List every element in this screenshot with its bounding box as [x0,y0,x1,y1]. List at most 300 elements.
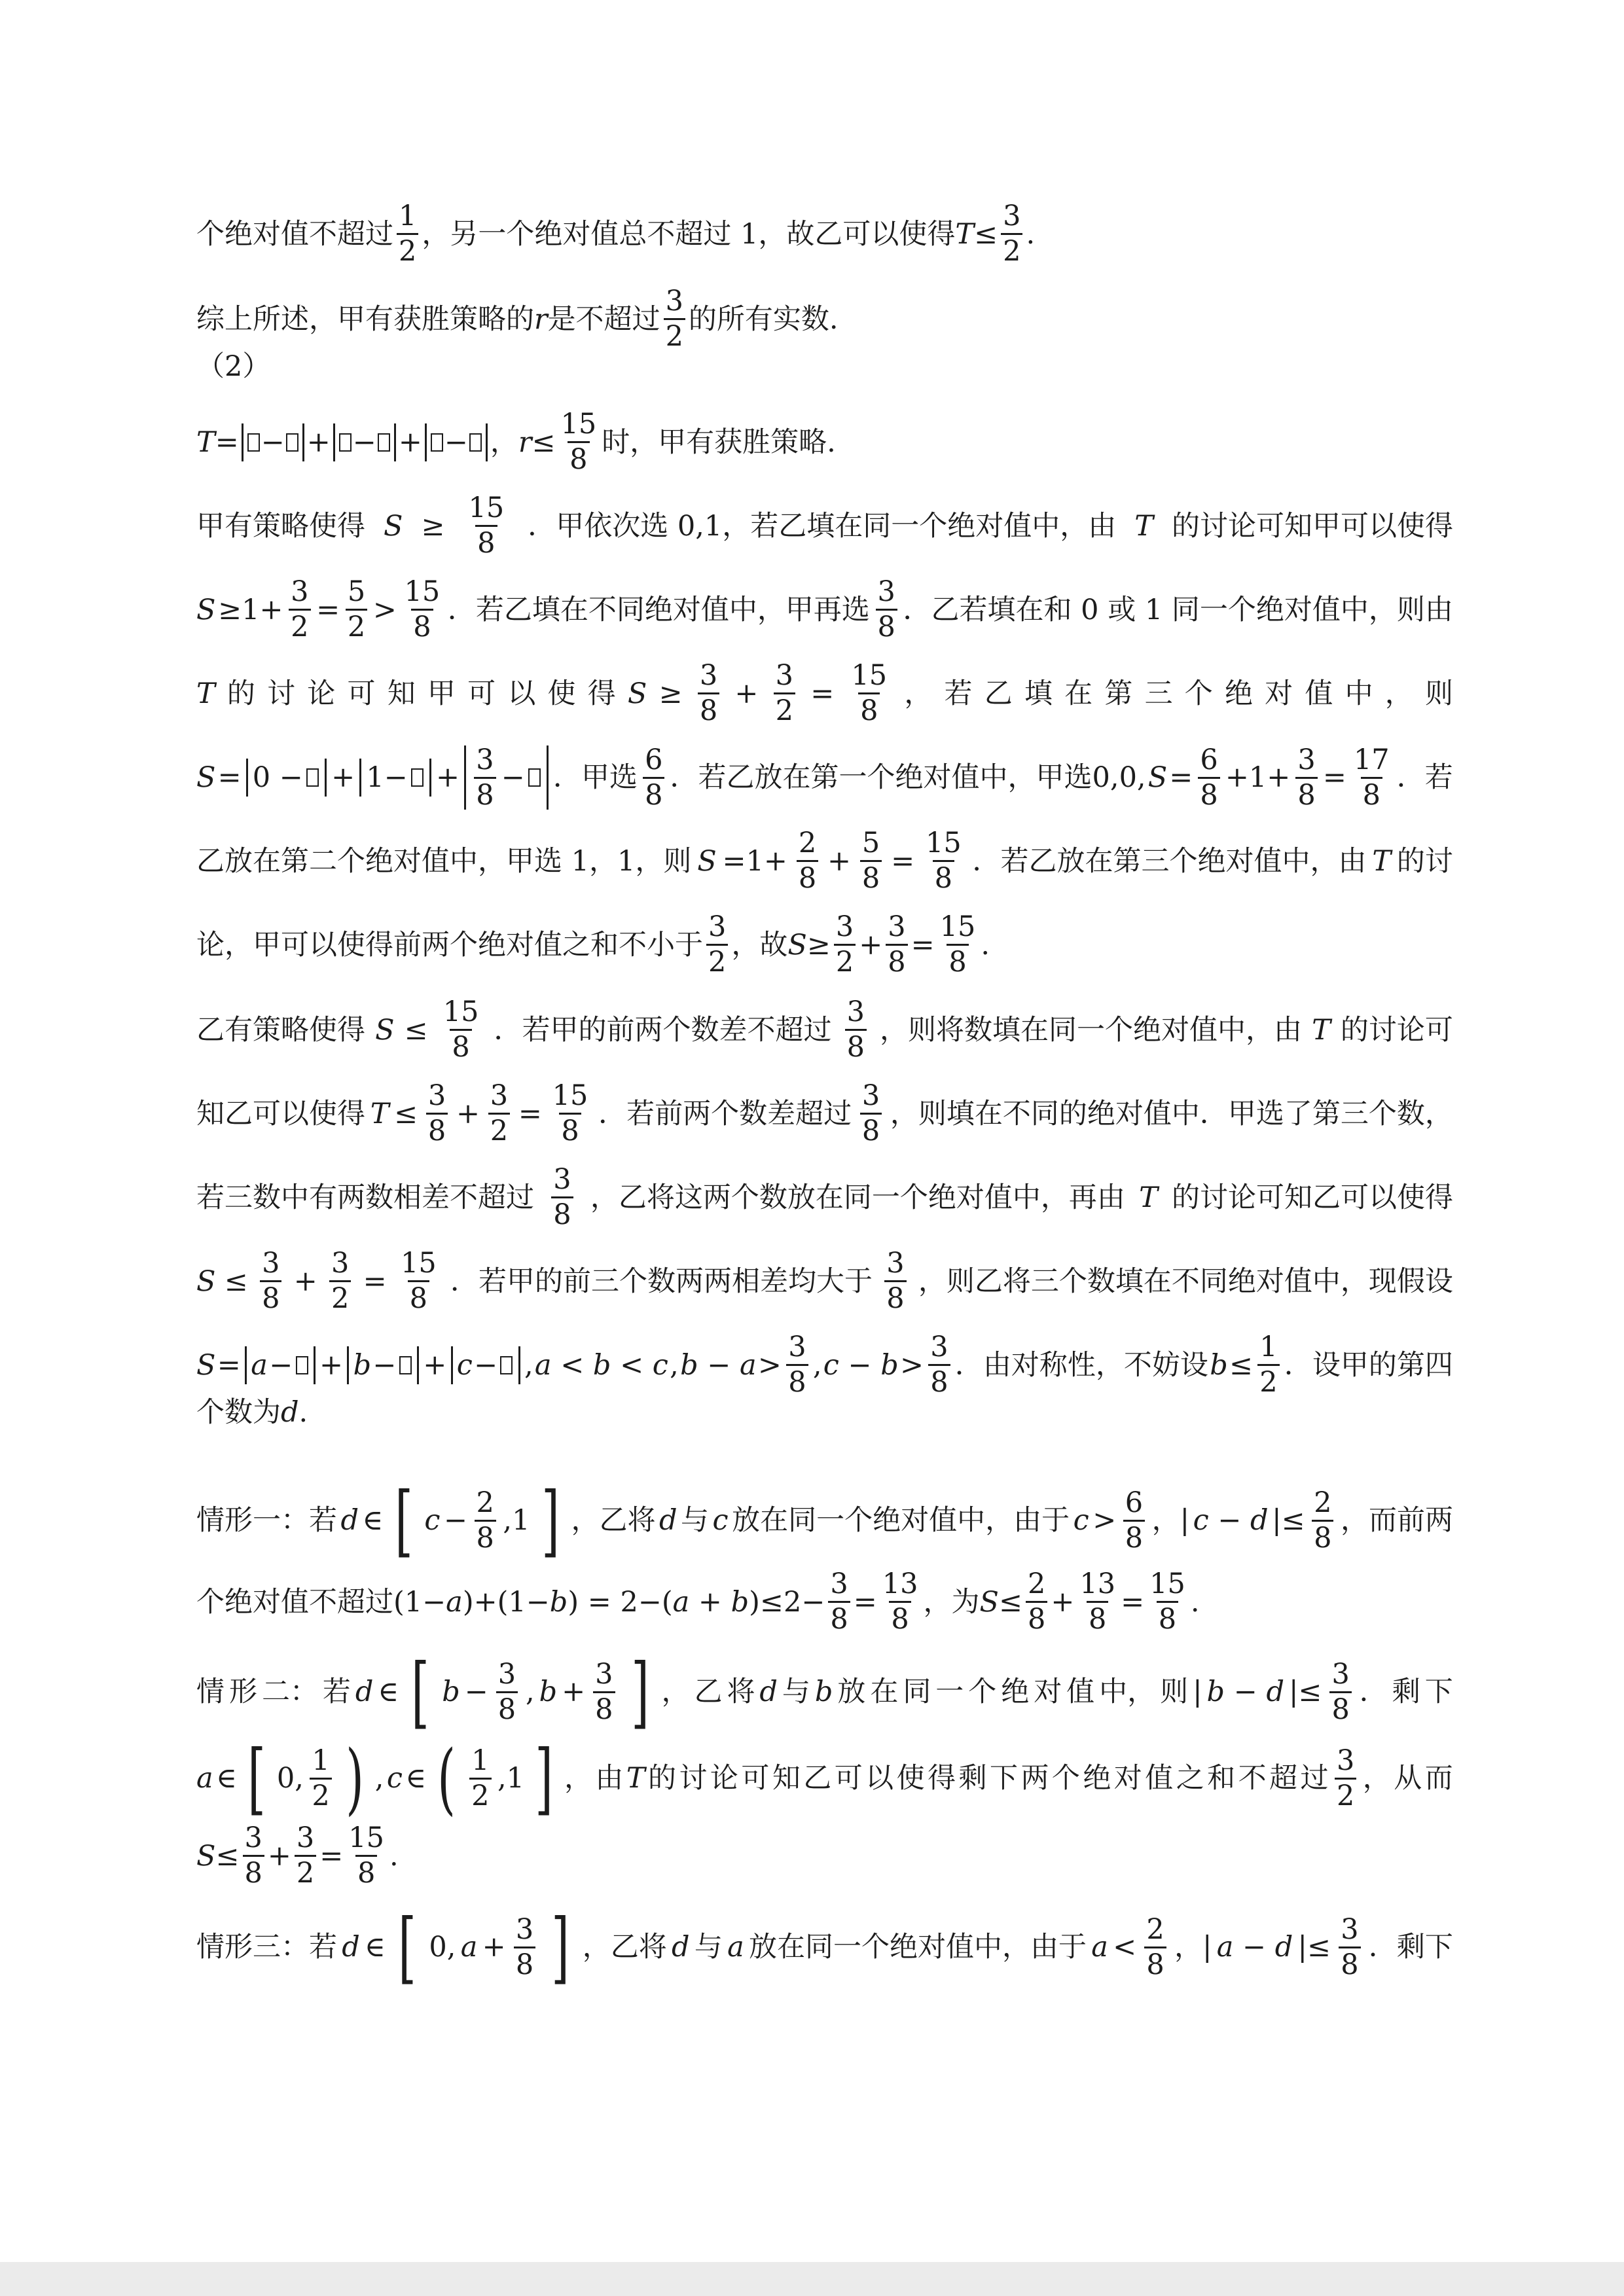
fraction-numerator: 15 [442,996,479,1028]
text-run: c [424,1504,441,1537]
text-run: c [1073,1504,1089,1537]
fraction [558,410,598,474]
fraction [514,1912,535,1981]
text-run: （2） [196,350,271,383]
fraction-numerator: 3 [846,996,865,1028]
fraction-numerator: 3 [244,1821,262,1854]
text-run: b [539,1676,558,1708]
text-run: = [853,1585,877,1619]
fraction-denominator: 8 [860,860,882,893]
text-run: ≥ [659,677,683,710]
text-line [196,910,1453,978]
text-run: c − d [1193,1504,1269,1537]
fraction [310,1744,331,1812]
blank-box [528,768,541,787]
fraction-numerator: 6 [1125,1486,1144,1519]
fraction-denominator: 8 [568,441,589,474]
absolute-value-bar [325,759,327,797]
text-run: 下 [1424,1676,1453,1708]
text-run: ，而前两 [1340,1504,1453,1537]
absolute-value-bar [547,745,549,810]
text-run: ≤ [532,425,556,459]
text-run: + [827,844,852,878]
text-run: ．由对称性，不妨设 [954,1348,1208,1382]
text-run: 的 [226,677,255,710]
text-run: 若 [322,1676,351,1708]
fraction [289,575,310,643]
text-run: ≤ [224,1265,248,1298]
fraction-denominator: 8 [551,1196,573,1229]
fraction-numerator: 3 [1003,200,1021,232]
text-run: ．若乙放在第三个绝对值中，由 [972,844,1367,878]
text-run: ．设甲的第四 [1284,1348,1453,1382]
fraction [441,998,481,1062]
interval-bracket: ] [551,1902,570,1992]
text-run: 的讨 [1396,844,1453,878]
text-run: 则 [1424,677,1453,710]
fraction [469,1744,491,1812]
fraction-numerator: 15 [1149,1568,1185,1600]
fraction [1329,1657,1351,1726]
text-run: 之 [1176,1762,1204,1795]
fraction-numerator: 1 [471,1744,490,1777]
text-run: = [215,425,239,459]
fraction [260,1249,281,1313]
fraction-denominator: 2 [1257,1364,1279,1397]
text-run: 知乙可以使得 [196,1097,365,1130]
fraction-numerator: 3 [861,1079,880,1112]
text-run: 值 [1305,677,1333,710]
text-run: ≤ [998,1585,1022,1619]
fraction-numerator: 3 [497,1657,516,1691]
text-run: > [1092,1504,1117,1537]
text-line [196,1902,1453,1992]
blank-box [378,433,390,452]
fraction-denominator: 8 [355,1855,377,1888]
fraction [474,743,496,812]
fraction-denominator: 2 [1335,1778,1356,1810]
text-run: b [442,1676,460,1708]
fraction [346,1821,386,1890]
text-run: 可 [347,677,376,710]
absolute-value-bar [417,1346,419,1384]
text-run: ， [564,1762,592,1795]
text-run: 下 [989,1762,1018,1795]
fraction [924,829,964,893]
interval-bracket: ] [535,1733,554,1823]
text-run: − [444,425,468,459]
text-run: d [281,1396,299,1429]
absolute-value-bar [333,423,335,461]
text-run: 论 [710,1762,738,1795]
text-run: ) = 2−( [568,1585,673,1619]
text-run: + [331,761,355,794]
text-run: 对 [1265,677,1293,710]
fraction [845,998,867,1062]
text-run: b − d [1206,1676,1284,1708]
fraction [860,829,882,893]
fraction-denominator: 8 [1339,1946,1360,1979]
blank-box [306,768,319,787]
text-run: 1− [366,761,408,794]
text-run: 中， [1099,1676,1156,1708]
text-run: . [1026,217,1036,251]
text-line [196,745,1453,810]
fraction [786,1333,808,1397]
fraction-denominator: 8 [1087,1601,1108,1634]
fraction [1123,1486,1145,1554]
fraction-denominator: 2 [774,692,795,725]
fraction [706,910,728,978]
fraction [1312,1486,1333,1554]
text-run: S [979,1585,999,1619]
text-run: S [196,1348,216,1382]
text-run: a [460,1931,478,1964]
text-run: ．乙若填在和 0 或 1 同一个绝对值中，则由 [903,593,1453,626]
fraction-denominator: 8 [450,1029,471,1062]
blank-box [296,1356,308,1374]
fraction-denominator: 2 [488,1113,510,1145]
text-line [196,287,1453,351]
fraction [1335,1744,1356,1812]
text-line [196,1821,1453,1890]
text-run: c [386,1762,403,1795]
fraction [243,1821,264,1890]
text-run: b [353,1348,372,1382]
fraction-denominator: 8 [1361,777,1382,810]
fraction [496,1657,518,1726]
text-run: 与 [694,1931,723,1964]
fraction-numerator: 3 [515,1912,534,1946]
fraction-denominator: 8 [593,1691,615,1724]
fraction-denominator: 8 [426,1113,448,1145]
fraction [849,659,889,727]
fraction-denominator: 8 [1123,1520,1145,1552]
fraction-denominator: 8 [858,692,880,725]
fraction [1001,202,1022,266]
text-run: a [251,1348,268,1382]
text-run: 中 [1344,677,1373,710]
fraction-denominator: 2 [834,944,856,977]
blank-box [469,433,482,452]
text-run: r [518,425,532,459]
text-run: 个 [968,1676,997,1708]
text-run: r [534,302,548,336]
fraction-denominator: 8 [1026,1601,1047,1634]
text-run: = [217,761,242,794]
text-run: S [1147,761,1168,794]
fraction-denominator: 8 [698,692,719,725]
fraction-numerator: 6 [645,743,663,776]
text-run: |≤ [1288,1676,1322,1708]
text-run: , [524,1348,533,1382]
text-run: ∈ [405,1762,427,1795]
fraction-denominator: 8 [475,1520,496,1552]
fraction-numerator: 15 [925,827,962,859]
text-run: ，则将数填在同一个绝对值中，由 [880,1013,1303,1047]
fraction-denominator: 2 [1001,233,1022,266]
fraction-denominator: 8 [260,1280,281,1313]
fraction-denominator: 8 [1144,1946,1166,1979]
fraction-denominator: 8 [884,1280,906,1313]
text-run: 得 [928,1762,956,1795]
text-run: 值 [1066,1676,1095,1708]
text-run: = [891,844,915,878]
text-run: ≤ [394,1097,418,1130]
text-run: 个绝对值不超过(1− [196,1585,446,1619]
text-run: − [444,1504,468,1537]
text-run: 以 [507,677,536,710]
fraction-numerator: 3 [1341,1912,1359,1946]
text-run: b [814,1676,833,1708]
fraction-numerator: 6 [1200,743,1218,776]
interval-bracket: ] [541,1475,560,1566]
absolute-value-bar [347,1346,349,1384]
text-run: b [549,1585,568,1619]
text-run: 剩 [1392,1676,1420,1708]
text-run: a [727,1931,744,1964]
fraction-numerator: 3 [262,1247,280,1280]
fraction [1295,743,1317,812]
text-run: 可 [741,1762,770,1795]
fraction-numerator: 3 [708,910,727,943]
fraction [1144,1912,1166,1981]
text-run: 对 [1034,1676,1062,1708]
fraction-numerator: 1 [399,200,417,232]
text-run: 若 [944,677,973,710]
text-run: 论，甲可以使得前两个绝对值之和不小于 [196,928,703,961]
text-run: − [501,761,525,794]
text-line [196,349,1453,384]
fraction [1352,743,1392,812]
text-run: T [1312,1013,1331,1047]
blank-box [500,1356,513,1374]
fraction-denominator: 8 [1157,1601,1178,1634]
text-run: 知 [772,1762,801,1795]
text-run: ， [490,425,518,459]
fraction-numerator: 3 [296,1821,315,1854]
fraction-denominator: 8 [828,1601,850,1634]
text-run: ．若前两个数差超过 [598,1097,852,1130]
page-bottom-band [0,2262,1624,2296]
text-run: 由 [595,1762,624,1795]
text-run: 甲 [427,677,456,710]
fraction-numerator: 3 [886,1247,905,1280]
text-run: ．若乙填在不同绝对值中，甲再选 [447,593,870,626]
text-run: − [474,1348,498,1382]
text-run: ≤ [404,1013,428,1047]
fraction-denominator: 8 [474,777,496,810]
fraction-numerator: 1 [312,1744,330,1777]
text-run: 是不超过 [547,302,660,336]
text-run: ≤ [215,1839,240,1873]
fraction [488,1079,510,1147]
text-run: d [355,1676,374,1708]
text-run: 的所有实数. [688,302,839,336]
text-run: a < b < c [534,1348,668,1382]
text-run: T [955,217,975,251]
text-run: + [398,425,422,459]
fraction [1147,1570,1187,1634]
text-run: T [370,1097,389,1130]
text-run: 0, [429,1931,456,1964]
fraction [664,287,685,351]
text-run: , [670,1348,679,1382]
text-run: ∈ [362,1504,384,1537]
blank-box [247,433,260,452]
fraction-numerator: 15 [468,492,505,524]
text-run: 乙 [694,1676,723,1708]
fraction-numerator: 13 [882,1568,918,1600]
fraction-denominator: 8 [860,1113,882,1145]
fraction [834,910,856,978]
fraction-numerator: 3 [476,743,494,776]
fraction-numerator: 5 [861,827,880,859]
text-run: 讨 [267,677,296,710]
absolute-value-bar [486,423,488,461]
text-run: T [626,1762,645,1795]
fraction-denominator: 8 [933,860,954,893]
text-run: + [562,1676,586,1708]
text-run: , [812,1348,822,1382]
text-line [196,829,1453,893]
fraction [1339,1912,1360,1981]
text-run: 不 [1238,1762,1267,1795]
text-run: ,1 [497,1762,524,1795]
absolute-value-bar [518,1346,520,1384]
text-run: T [1134,509,1153,543]
text-line [196,1079,1453,1147]
text-run: 剩 [958,1762,987,1795]
text-run: ， [1384,677,1413,710]
fraction-numerator: 3 [490,1079,509,1112]
text-run: a [446,1585,463,1619]
text-run: = [1121,1585,1145,1619]
text-run: 从 [1394,1762,1422,1795]
text-run: . [1190,1585,1200,1619]
text-run: ，为 [923,1585,980,1619]
fraction-denominator: 8 [845,1029,867,1062]
text-run: S [196,593,216,626]
text-run: a − d [1216,1931,1293,1964]
text-line [196,1647,1453,1737]
text-run: + [423,1348,447,1382]
text-run: = [363,1265,387,1298]
fraction-denominator: 2 [289,609,310,641]
fraction [698,659,719,727]
text-line [196,998,1453,1062]
fraction [1198,743,1219,812]
text-run: ∈ [378,1676,399,1708]
text-line [196,1475,1453,1566]
text-run: 第 [1104,677,1133,710]
text-run: − [352,425,376,459]
fraction [403,575,442,643]
text-run: 使 [547,677,576,710]
text-run: 绝 [1001,1676,1030,1708]
text-run: 时，甲有获胜策略. [602,425,836,459]
fraction-denominator: 2 [664,318,685,351]
text-run: + [859,928,883,961]
interval-bracket: ( [437,1733,456,1823]
text-run: a [196,1762,213,1795]
fraction [1026,1570,1047,1634]
fraction [938,910,978,978]
text-run: 值 [1145,1762,1174,1795]
text-run: ，另一个绝对值总不超过 1，故乙可以使得 [422,217,956,251]
text-line [196,494,1453,558]
text-run: a + b [672,1585,749,1619]
text-run: − [372,1348,397,1382]
absolute-value-bar [464,745,466,810]
text-line [196,202,1453,266]
fraction-numerator: 3 [1331,1657,1350,1691]
text-run: + [267,1839,291,1873]
fraction-denominator: 2 [346,609,367,641]
text-run: 放 [837,1676,866,1708]
fraction-numerator: 3 [775,659,793,692]
text-run: d [659,1504,677,1537]
absolute-value-bar [246,759,248,797]
text-run: = [911,928,935,961]
fraction-denominator: 8 [408,1280,429,1313]
text-run: T [1139,1181,1158,1214]
text-run: 可 [834,1762,863,1795]
text-run: |≤ [1297,1931,1331,1964]
fraction [399,1249,439,1313]
interval-bracket: [ [411,1647,430,1737]
fraction-numerator: 2 [1027,1568,1046,1600]
text-run: = [1169,761,1193,794]
text-run: |≤ [1272,1504,1305,1537]
text-run: ． [1359,1676,1388,1708]
fraction-numerator: 3 [930,1331,948,1363]
fraction-denominator: 8 [411,609,433,641]
text-run: +1+ [1225,761,1291,794]
fraction-numerator: 15 [851,659,888,692]
fraction-numerator: 3 [1336,1744,1355,1777]
text-run: 而 [1424,1762,1453,1795]
fraction-numerator: 3 [835,910,854,943]
text-run: 情形三：若 [196,1931,337,1964]
text-run: , [526,1676,535,1708]
blank-box [431,433,443,452]
text-line [196,1395,1453,1430]
text-line [196,575,1453,643]
fraction-denominator: 2 [469,1778,491,1810]
text-run: 则 [1160,1676,1189,1708]
fraction [593,1657,615,1726]
text-run: S [196,1839,216,1873]
text-run: ，| [1174,1931,1212,1964]
text-run: 放在同一个绝对值中，由于 [748,1931,1087,1964]
text-run: S [196,1265,216,1298]
fraction-numerator: 15 [552,1079,588,1112]
text-run: 在 [870,1676,899,1708]
text-run: S [697,844,717,878]
fraction-numerator: 3 [427,1079,446,1112]
text-run: + [734,677,759,710]
fraction-numerator: 15 [348,1821,384,1854]
text-run: 和 [1207,1762,1236,1795]
fraction-numerator: 3 [888,910,906,943]
absolute-value-bar [429,759,431,797]
fraction-numerator: 1 [1259,1331,1278,1363]
text-run: ，故 [731,928,788,961]
text-line [196,1733,1453,1823]
text-run: ∈ [216,1762,237,1795]
text-run: ≥1+ [218,593,283,626]
